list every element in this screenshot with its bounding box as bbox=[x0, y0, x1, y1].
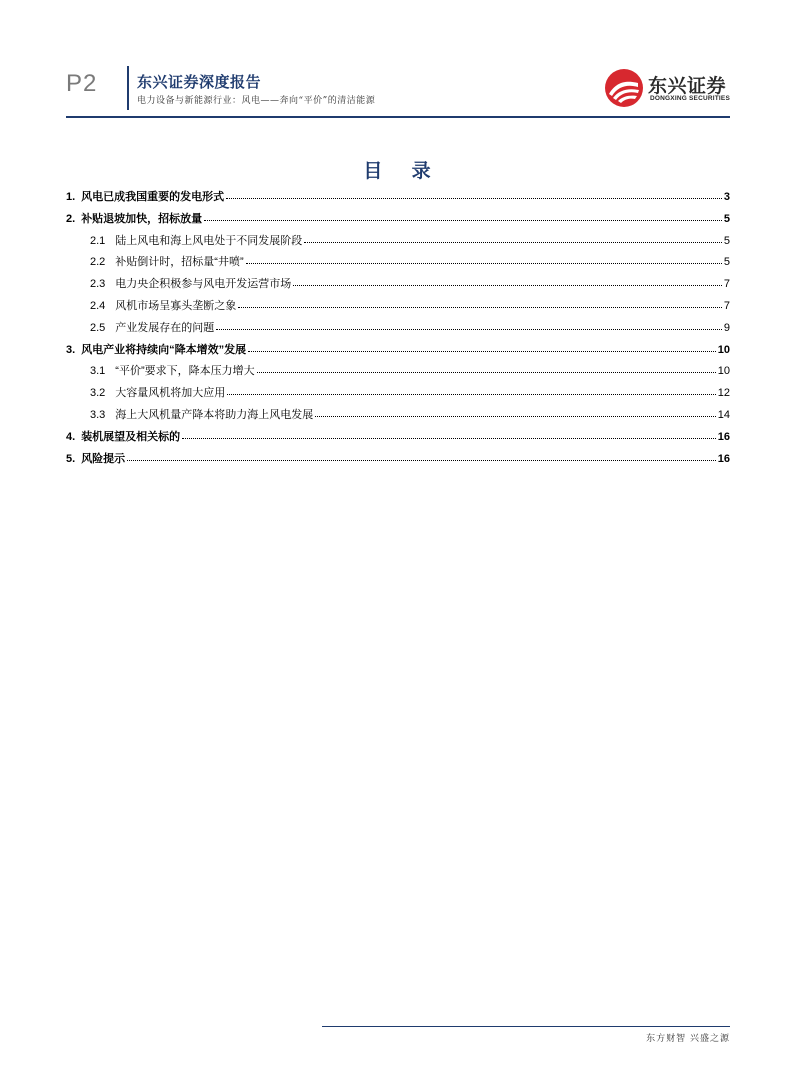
toc-entry-number: 1. bbox=[66, 191, 76, 203]
toc-entry[interactable] bbox=[66, 300, 730, 322]
toc-entry-page: 16 bbox=[717, 452, 730, 465]
toc-entry[interactable] bbox=[66, 235, 730, 257]
toc-entry-label bbox=[90, 322, 214, 335]
toc-entry-label bbox=[66, 213, 202, 226]
toc-leader-dots bbox=[246, 263, 722, 264]
footer-rule bbox=[322, 1026, 730, 1027]
toc-leader-dots bbox=[226, 198, 722, 199]
toc-entry-label bbox=[90, 256, 244, 269]
toc-entry-page: 9 bbox=[723, 321, 730, 334]
toc-entry-number: 2.4 bbox=[90, 299, 106, 312]
toc-entry-page: 10 bbox=[717, 343, 730, 356]
toc-entry-number: 2.3 bbox=[90, 278, 106, 291]
toc-entry-number: 2.5 bbox=[90, 321, 106, 334]
toc-entry[interactable] bbox=[66, 278, 730, 300]
toc-entry-page: 14 bbox=[717, 408, 730, 421]
toc-entry-number: 4. bbox=[66, 430, 76, 443]
table-of-contents bbox=[66, 191, 730, 474]
toc-entry[interactable] bbox=[66, 256, 730, 278]
toc-entry-text: 装机展望及相关标的 bbox=[81, 430, 181, 443]
toc-entry[interactable] bbox=[66, 387, 730, 409]
toc-entry[interactable] bbox=[66, 191, 730, 213]
toc-entry[interactable] bbox=[66, 431, 730, 453]
toc-leader-dots bbox=[182, 438, 716, 439]
toc-leader-dots bbox=[127, 460, 716, 461]
toc-entry[interactable] bbox=[66, 365, 730, 387]
toc-leader-dots bbox=[304, 242, 722, 243]
toc-entry[interactable] bbox=[66, 344, 730, 366]
toc-title: 目 录 bbox=[363, 161, 443, 182]
toc-entry-page: 5 bbox=[723, 212, 730, 225]
toc-entry-page: 3 bbox=[723, 191, 730, 203]
toc-entry-number: 2. bbox=[66, 212, 76, 225]
toc-leader-dots bbox=[257, 372, 716, 373]
toc-entry-label bbox=[90, 365, 255, 378]
report-subtitle: 电力设备与新能源行业：风电——奔向“平价”的清洁能源 bbox=[137, 96, 376, 106]
toc-entry-label bbox=[66, 344, 246, 357]
logo-mark-icon bbox=[604, 68, 644, 108]
toc-entry-label bbox=[90, 235, 302, 248]
toc-entry[interactable] bbox=[66, 213, 730, 235]
toc-entry[interactable] bbox=[66, 453, 730, 475]
toc-entry-text: 大容量风机将加大应用 bbox=[115, 387, 226, 400]
header-divider bbox=[127, 66, 129, 110]
header-rule bbox=[66, 116, 730, 118]
toc-entry-page: 7 bbox=[723, 299, 730, 312]
toc-entry-label bbox=[90, 387, 225, 400]
toc-entry-number: 3.1 bbox=[90, 365, 106, 378]
toc-leader-dots bbox=[204, 220, 722, 221]
toc-entry-text: 海上大风机量产降本将助力海上风电发展 bbox=[115, 408, 314, 421]
toc-entry-page: 5 bbox=[723, 256, 730, 269]
toc-entry-text: 风电产业将持续向“降本增效”发展 bbox=[81, 343, 247, 356]
logo-chinese-name: 东兴证券 bbox=[648, 76, 727, 97]
toc-leader-dots bbox=[293, 285, 722, 286]
toc-leader-dots bbox=[238, 307, 722, 308]
toc-entry-number: 2.2 bbox=[90, 256, 106, 269]
toc-entry-text: 补贴倒计时，招标量“井喷” bbox=[115, 256, 244, 269]
toc-entry-text: 产业发展存在的问题 bbox=[115, 321, 215, 334]
toc-entry-page: 12 bbox=[717, 387, 730, 400]
toc-entry-label bbox=[90, 409, 313, 422]
toc-entry-text: 风险提示 bbox=[81, 452, 126, 465]
toc-entry-label bbox=[66, 431, 180, 444]
toc-entry-text: 陆上风电和海上风电处于不同发展阶段 bbox=[115, 234, 303, 247]
toc-leader-dots bbox=[248, 351, 716, 352]
toc-entry-label bbox=[66, 191, 224, 204]
toc-entry-number: 2.1 bbox=[90, 234, 106, 247]
company-logo bbox=[604, 68, 730, 108]
toc-entry-text: 补贴退坡加快，招标放量 bbox=[81, 212, 203, 225]
toc-entry-label bbox=[90, 300, 236, 313]
toc-leader-dots bbox=[216, 329, 722, 330]
toc-entry-number: 3.3 bbox=[90, 408, 106, 421]
toc-leader-dots bbox=[315, 416, 715, 417]
toc-entry-page: 16 bbox=[717, 430, 730, 443]
toc-entry[interactable] bbox=[66, 322, 730, 344]
toc-entry-number: 3. bbox=[66, 343, 76, 356]
toc-entry-label bbox=[90, 278, 291, 291]
toc-entry-page: 10 bbox=[717, 365, 730, 378]
toc-entry-page: 7 bbox=[723, 278, 730, 291]
toc-entry-label bbox=[66, 453, 125, 466]
toc-entry-text: “平价”要求下，降本压力增大 bbox=[115, 365, 255, 378]
toc-entry[interactable] bbox=[66, 409, 730, 431]
toc-entry-number: 5. bbox=[66, 452, 76, 465]
footer-slogan: 东方财智 兴盛之源 bbox=[646, 1034, 730, 1044]
toc-entry-text: 电力央企积极参与风电开发运营市场 bbox=[115, 278, 292, 291]
report-title: 东兴证券深度报告 bbox=[137, 74, 262, 91]
toc-entry-number: 3.2 bbox=[90, 387, 106, 400]
page-number: P2 bbox=[66, 70, 98, 97]
toc-entry-text: 风机市场呈寡头垄断之象 bbox=[115, 299, 237, 312]
logo-english-name: DONGXING SECURITIES bbox=[650, 95, 731, 102]
toc-entry-page: 5 bbox=[723, 234, 730, 247]
toc-entry-text: 风电已成我国重要的发电形式 bbox=[81, 191, 225, 203]
toc-leader-dots bbox=[227, 394, 715, 395]
